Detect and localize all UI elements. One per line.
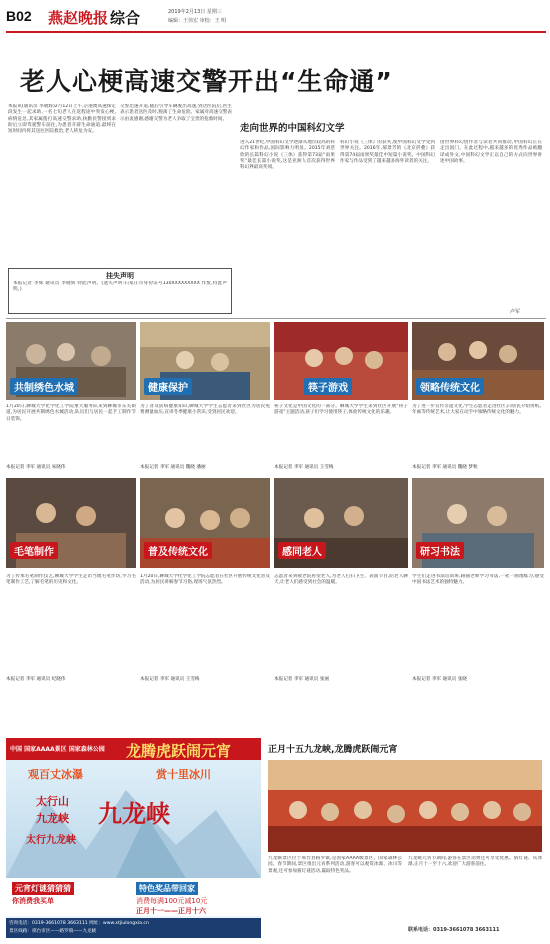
notice-text: 本报记者 李辉 通讯员 李晓辉 特此声明。(遗失声明:石家庄市身份证号130XXXXXXXXX 作废,特此声明。) [13,281,227,293]
photo-8 [412,478,544,568]
photo-2-byline: 本报记者 李军 通讯员 魏晓 潘丽 [140,465,206,470]
header-rule [6,31,546,33]
photo-1-body: 1月20日,聊城大学化学化工学院重大服务队来到聊城市东关街道,为居民开展共制绣色水城活动,队员们与居民一起手工制作节日装饰。 [6,404,136,422]
photo-1 [6,322,136,400]
story3-body-left: 九龙峡景区位于邢台县路罗镇,是国家AAAA级景区、国家森林公园。春节期间,景区推出元宵系列活动,游客可以观赏冰瀑、冰川等景观,还可参加猜灯谜活动,赢取特色奖品。 [268,856,402,874]
photo-5-byline: 本报记者 李军 通讯员 纪晓伟 [6,677,66,682]
photo-5 [6,478,136,568]
photo-7 [274,478,408,568]
photo-3-body: 筷子文化是中国文化的一部分。聊城大学学生来到社区开展“筷子游戏”主题活动,孩子们学习使用筷子,体验传统文化的乐趣。 [274,404,408,416]
section-number: B02 [6,8,32,24]
story2-body-col2: 科幻小说《三体》的获奖,使中国科幻文学受到世界关注。2016年,郝景芳的《北京折叠》获得第74届雨果奖最佳中短篇小说奖。中国科幻作家与作品受到了越来越多海外读者的关注。 [340,140,435,164]
photo-7-body: 志愿者来到敬老院看望老人,为老人打扫卫生、表演节目,陪老人聊天,让老人们感受到社会的温暖。 [274,574,408,586]
story2-title: 走向世界的中国科幻文学 [240,123,345,134]
story1-headline: 老人心梗高速交警开出“生命通” [20,67,393,96]
editor-line: 编辑：王伟宏 审校：王 明 [168,18,227,24]
story3-contact: 联系电话：0319-3661078 3663111 [408,927,500,933]
ad-date: 正月十一——正月十六 [136,907,206,915]
ad-promo3: 你消费我买单 [12,897,54,905]
photo-8-tag: 研习书法 [416,542,464,559]
story3-photo [268,760,542,852]
photo-4-tag: 领略传统文化 [416,378,484,395]
photo-2 [140,322,270,400]
newspaper-name: 燕赵晚报 [48,11,109,27]
photo-7-tag: 感同老人 [278,542,326,559]
photo-3-byline: 本报记者 李军 通讯员 王雪梅 [274,465,334,470]
ad-promo1: 元宵灯谜猜猜猜 [12,882,74,895]
ad-contact: 咨询电话：0319-3661078 3663111 网址：www.xtjiulongxia.cn [9,921,149,926]
photo-3-tag: 筷子游戏 [304,378,352,395]
photo-4 [412,322,544,400]
photo-1-tag: 共制绣色水城 [10,378,78,395]
ad-promo2: 特色奖品带回家 [136,882,198,895]
photo-8-body: 学生们走进书法培训班,跟随老师学习书法,一笔一画地练习,感受中国书法艺术的独特魅力。 [412,574,544,586]
photo-8-byline: 本报记者 李军 通讯员 张晓 [412,677,467,682]
ad-subtitle-right: 赏十里冰川 [156,768,211,781]
ad-promo4: 消费每满100元减10元 [136,897,208,905]
section-divider [6,318,546,319]
photo-4-byline: 本报记者 李军 通讯员 魏晓 梦秋 [412,465,478,470]
photo-2-tag: 健康保护 [144,378,192,395]
photo-4-body: 为了进一步宣传非遗文化,学生志愿者走进社区,向居民介绍剪纸、年画等传统艺术,让大家在动手中领略传统文化的魅力。 [412,404,544,416]
newspaper-header [0,0,550,34]
ad-subtitle-left: 观百丈冰瀑 [28,768,83,781]
photo-5-body: 为了传承毛笔制作技艺,聊城大学学生走访当地毛笔作坊,学习毛笔制作工艺,了解毛笔的历史和文化。 [6,574,136,586]
ad-top-line: 中国 国家AAAA景区 国家森林公园 [10,746,105,753]
section-name: 综合 [110,10,141,27]
story2-body-col1: 进入21世纪,中国科幻文学逐渐从地位较高的科幻作家和作品,国际影响力明显。2015年刘慈欣的长篇科幻小说《三体》获得第73届“雨果奖”最佳长篇小说奖,这是亚洲人首次获得世界科幻界最高奖项。 [240,140,335,171]
photo-2-body: 为了普及防病健康知识,聊城大学学生志愿者来到社区为居民免费测量血压,宣讲冬季健康小常识,受到居民欢迎。 [140,404,270,416]
ad-panel [6,738,261,938]
photo-grid-2 [0,478,550,718]
date-line: 2019年2月13日 星期三 [168,9,222,15]
notice-title: 挂失声明 [106,272,134,280]
story3-title: 正月十五九龙峡,龙腾虎跃闹元宵 [268,745,398,755]
story1-body-right: 交警迅速开道,随后引导车辆驶出高速,到达医院后,医生表示患者送医及时,脱离了生命危险。家属对高速交警表示由衷感谢,感谢交警为老人争取了宝贵的抢救时间。 [120,104,232,122]
ad-left-text3: 太行九龙峡 [26,835,76,846]
photo-1-byline: 本报记者 李军 通讯员 朱晓伟 [6,465,66,470]
story2-body-col3: 由世界科幻创作者与读者共同推动,中国科幻正在走出国门。在此过程中,越来越多的优秀作品被翻译成外文,中国科幻文学正以自己的方式向世界讲述中国故事。 [440,140,542,164]
photo-3 [274,322,408,400]
notice-box [8,268,232,314]
photo-7-byline: 本报记者 李军 通讯员 张丽 [274,677,329,682]
photo-6 [140,478,270,568]
ad-brand: 九龙峡 [98,799,170,828]
ad-left-text2: 九龙峡 [36,812,69,825]
story1-body-left: 本报讯(通讯员 李晓辉)2月12日上午,京港澳高速保定段发生一起求助,一名七旬老人在返程途中突发心梗,病情危急,其家属拨打高速交警求助,执勤民警接到求助后立即驾驶警车前往,为患者开辟生命通道,最终在短时间内将其送往医院救治,老人转危为安。 [8,104,116,135]
ad-left-text1: 太行山 [36,795,69,808]
photo-6-tag: 普及传统文化 [144,542,212,559]
ad-address: 景区线路：邢台市区——路罗镇——九龙峡 [9,929,97,934]
photo-6-byline: 本报记者 李军 通讯员 王雪梅 [140,677,200,682]
ad-banner: 龙腾虎跃闹元宵 [126,742,232,760]
story3-body-right: 九龙峡元宵节期间,游客在景区消费还可享受优惠。猜灯谜、赏冰瀑,正月十一至十六,欢迎广大游客前往。 [408,856,542,868]
photo-6-body: 1月20日,聊城大学化学化工学院志愿者在社区开展传统文化普及活动,为居民讲解春节习俗,现场气氛热烈。 [140,574,270,586]
story2-byline: 卢军 [510,309,521,315]
photo-5-tag: 毛笔制作 [10,542,58,559]
